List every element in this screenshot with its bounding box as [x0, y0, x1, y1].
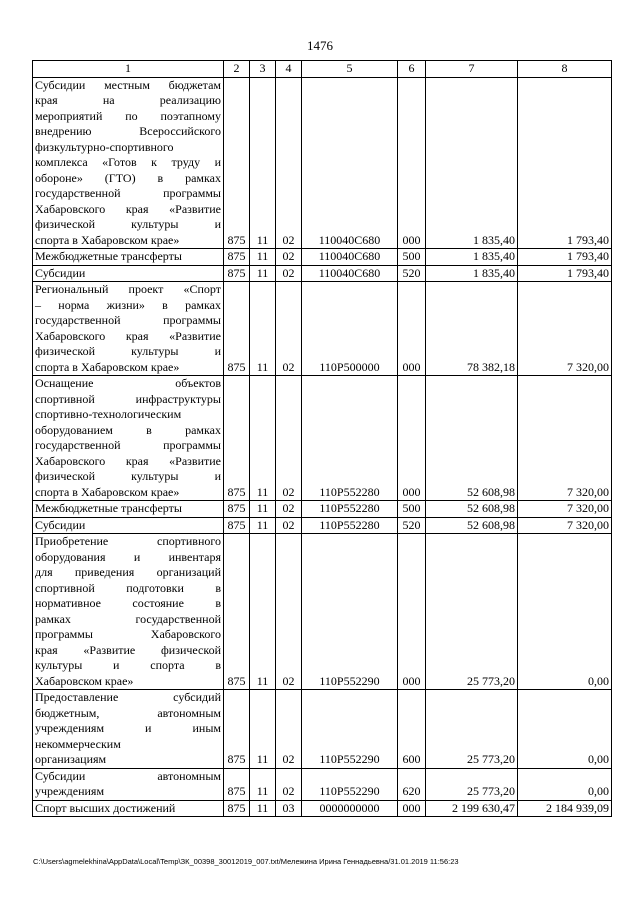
ministry-code: 875 — [224, 768, 250, 800]
target-article-code: 110Р500000 — [302, 282, 398, 376]
subsection-code: 02 — [276, 376, 302, 501]
section-code: 11 — [250, 376, 276, 501]
target-article-code: 110040С680 — [302, 265, 398, 282]
column-header-7: 7 — [426, 61, 518, 78]
row-name — [33, 282, 224, 376]
row-name — [33, 265, 224, 282]
expense-type-code: 520 — [398, 517, 426, 534]
section-code: 11 — [250, 265, 276, 282]
file-path-footer: C:\Users\agmelekhina\AppData\Local\Temp\ЗК_00398_30012019_007.txt/Мележина Ирина Геннадьевна/31.01.2019 11:56:23 — [33, 857, 459, 866]
amount-col8: 7 320,00 — [518, 282, 612, 376]
table-row — [33, 800, 612, 817]
row-name-line: нормативное состояние в — [35, 596, 221, 610]
row-name-line: Хабаровского края «Развитие — [35, 328, 221, 343]
row-name-line: физкультурно-спортивного — [35, 139, 174, 154]
ministry-code: 875 — [224, 800, 250, 817]
table-row — [33, 501, 612, 518]
row-name-line: спорта в Хабаровском крае» — [35, 484, 180, 499]
amount-col7: 25 773,20 — [426, 768, 518, 800]
row-name — [33, 501, 224, 518]
row-name-line: спорта в Хабаровском крае» — [35, 359, 180, 374]
row-name-line: учреждениям — [35, 784, 105, 798]
row-name-line: Субсидии местным бюджетам — [35, 77, 221, 92]
column-header-5: 5 — [302, 61, 398, 78]
row-name — [33, 376, 224, 501]
row-name-line: организациям — [35, 752, 107, 766]
table-row — [33, 376, 612, 501]
amount-col7: 52 608,98 — [426, 376, 518, 501]
column-header-8: 8 — [518, 61, 612, 78]
row-name-line: спортивной подготовки в — [35, 580, 221, 595]
table-row — [33, 768, 612, 800]
row-name-line: мероприятий по поэтапному — [35, 108, 221, 123]
amount-col8: 1 793,40 — [518, 265, 612, 282]
table-row — [33, 282, 612, 376]
section-code: 11 — [250, 249, 276, 266]
amount-col8: 7 320,00 — [518, 517, 612, 534]
amount-col7: 52 608,98 — [426, 501, 518, 518]
ministry-code: 875 — [224, 517, 250, 534]
column-header-1: 1 — [33, 61, 224, 78]
expense-type-code: 500 — [398, 249, 426, 266]
row-name-line: учреждениям и иным — [35, 721, 221, 735]
row-name — [33, 800, 224, 817]
row-name-line: Хабаровского края «Развитие — [35, 453, 221, 468]
row-name-line: рамках государственной — [35, 611, 221, 626]
subsection-code: 02 — [276, 534, 302, 690]
row-name-line: Оснащение объектов — [35, 376, 221, 390]
row-name-line: – норма жизни» в рамках — [35, 297, 221, 312]
ministry-code: 875 — [224, 249, 250, 266]
section-code: 11 — [250, 800, 276, 817]
amount-col7: 1 835,40 — [426, 77, 518, 249]
row-name — [33, 517, 224, 534]
row-name-line: спорта в Хабаровском крае» — [35, 232, 180, 247]
row-name-line: физической культуры и — [35, 217, 221, 231]
amount-col7: 1 835,40 — [426, 265, 518, 282]
row-name-line: программы Хабаровского — [35, 627, 221, 641]
expense-type-code: 000 — [398, 77, 426, 249]
row-name-line: Региональный проект «Спорт — [35, 282, 221, 296]
target-article-code: 0000000000 — [302, 800, 398, 817]
section-code: 11 — [250, 768, 276, 800]
subsection-code: 02 — [276, 517, 302, 534]
expense-type-code: 000 — [398, 282, 426, 376]
subsection-code: 02 — [276, 249, 302, 266]
row-name-line: для приведения организаций — [35, 565, 221, 579]
header-row — [33, 61, 612, 78]
section-code: 11 — [250, 77, 276, 249]
row-name-line: Хабаровском крае» — [35, 673, 134, 688]
page-number: 1476 — [307, 38, 333, 53]
table-row — [33, 690, 612, 769]
column-header-2: 2 — [224, 61, 250, 78]
expense-type-code: 000 — [398, 376, 426, 501]
row-name — [33, 77, 224, 249]
expense-type-code: 000 — [398, 534, 426, 690]
section-code: 11 — [250, 501, 276, 518]
row-name-line: Межбюджетные трансферты — [35, 249, 182, 263]
row-name — [33, 768, 224, 800]
target-article-code: 110Р552280 — [302, 517, 398, 534]
row-name-line: края «Развитие физической — [35, 642, 221, 657]
row-name-line: бюджетным, автономным — [35, 705, 221, 720]
section-code: 11 — [250, 690, 276, 769]
target-article-code: 110Р552280 — [302, 501, 398, 518]
target-article-code: 110Р552290 — [302, 768, 398, 800]
amount-col8: 0,00 — [518, 534, 612, 690]
row-name-line: государственной программы — [35, 186, 221, 200]
expense-type-code: 620 — [398, 768, 426, 800]
row-name-line: обороне» (ГТО) в рамках — [35, 170, 221, 185]
row-name-line: Приобретение спортивного — [35, 534, 221, 548]
ministry-code: 875 — [224, 77, 250, 249]
target-article-code: 110Р552290 — [302, 690, 398, 769]
row-name-line: Хабаровского края «Развитие — [35, 201, 221, 216]
amount-col7: 1 835,40 — [426, 249, 518, 266]
amount-col7: 25 773,20 — [426, 534, 518, 690]
section-code: 11 — [250, 534, 276, 690]
section-code: 11 — [250, 282, 276, 376]
ministry-code: 875 — [224, 376, 250, 501]
expense-type-code: 000 — [398, 800, 426, 817]
subsection-code: 03 — [276, 800, 302, 817]
subsection-code: 02 — [276, 265, 302, 282]
amount-col8: 0,00 — [518, 690, 612, 769]
amount-col8: 0,00 — [518, 768, 612, 800]
row-name-line: Субсидии — [35, 517, 86, 532]
row-name-line: внедрению Всероссийского — [35, 124, 221, 138]
row-name-line: некоммерческим — [35, 736, 121, 751]
row-name-line: физической культуры и — [35, 469, 221, 483]
subsection-code: 02 — [276, 501, 302, 518]
target-article-code: 110Р552280 — [302, 376, 398, 501]
row-name-line: физической культуры и — [35, 344, 221, 358]
amount-col7: 78 382,18 — [426, 282, 518, 376]
row-name-line: Субсидии — [35, 265, 86, 280]
column-header-6: 6 — [398, 61, 426, 78]
row-name-line: оборудования и инвентаря — [35, 549, 221, 564]
subsection-code: 02 — [276, 77, 302, 249]
table-row — [33, 265, 612, 282]
row-name-line: Межбюджетные трансферты — [35, 501, 182, 515]
amount-col7: 25 773,20 — [426, 690, 518, 769]
row-name-line: государственной программы — [35, 438, 221, 452]
target-article-code: 110040С680 — [302, 249, 398, 266]
amount-col7: 2 199 630,47 — [426, 800, 518, 817]
row-name-line: комплекса «Готов к труду и — [35, 155, 221, 169]
table-row — [33, 517, 612, 534]
row-name-line: Субсидии автономным — [35, 768, 221, 783]
row-name-line: оборудованием в рамках — [35, 422, 221, 437]
table-row — [33, 77, 612, 249]
row-name-line: государственной программы — [35, 313, 221, 327]
column-header-3: 3 — [250, 61, 276, 78]
section-code: 11 — [250, 517, 276, 534]
amount-col8: 7 320,00 — [518, 501, 612, 518]
expense-type-code: 520 — [398, 265, 426, 282]
row-name — [33, 690, 224, 769]
ministry-code: 875 — [224, 690, 250, 769]
ministry-code: 875 — [224, 501, 250, 518]
table-row — [33, 534, 612, 690]
expense-type-code: 500 — [398, 501, 426, 518]
expense-type-code: 600 — [398, 690, 426, 769]
target-article-code: 110040С680 — [302, 77, 398, 249]
row-name-line: Предоставление субсидий — [35, 690, 221, 704]
subsection-code: 02 — [276, 690, 302, 769]
table-row — [33, 249, 612, 266]
budget-table — [32, 60, 612, 817]
column-header-4: 4 — [276, 61, 302, 78]
ministry-code: 875 — [224, 282, 250, 376]
row-name-line: Спорт высших достижений — [35, 800, 176, 815]
amount-col8: 2 184 939,09 — [518, 800, 612, 817]
subsection-code: 02 — [276, 282, 302, 376]
target-article-code: 110Р552290 — [302, 534, 398, 690]
amount-col8: 7 320,00 — [518, 376, 612, 501]
row-name-line: спортивной инфраструктуры — [35, 391, 221, 406]
row-name-line: спортивно-технологическим — [35, 407, 182, 421]
row-name-line: культуры и спорта в — [35, 658, 221, 672]
row-name-line: края на реализацию — [35, 93, 221, 107]
row-name — [33, 249, 224, 266]
amount-col7: 52 608,98 — [426, 517, 518, 534]
amount-col8: 1 793,40 — [518, 77, 612, 249]
amount-col8: 1 793,40 — [518, 249, 612, 266]
ministry-code: 875 — [224, 265, 250, 282]
ministry-code: 875 — [224, 534, 250, 690]
subsection-code: 02 — [276, 768, 302, 800]
row-name — [33, 534, 224, 690]
